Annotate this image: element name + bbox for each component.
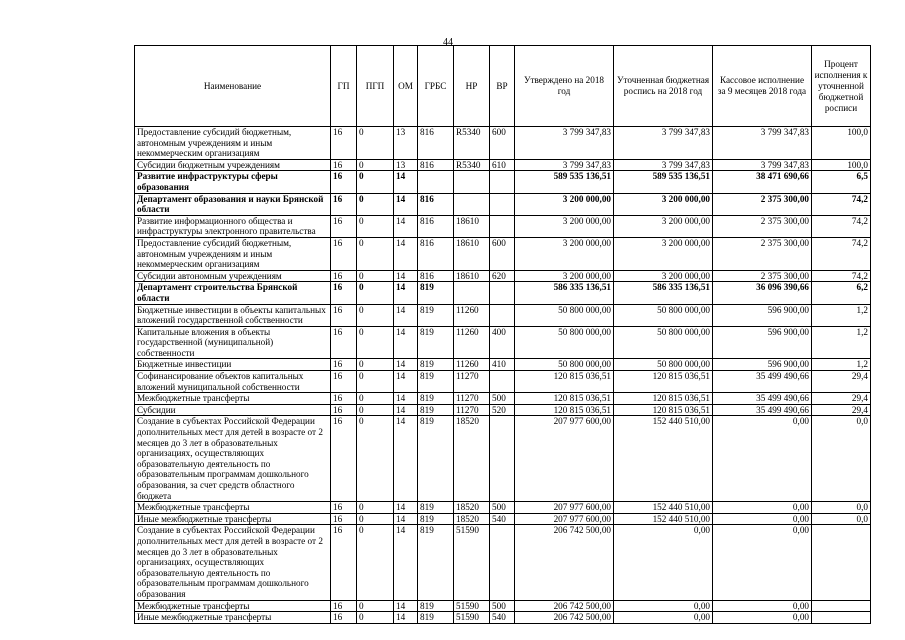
cell-grbs <box>418 171 454 193</box>
cell-np: 18520 <box>454 502 490 514</box>
cell-ppgp: 0 <box>357 127 394 160</box>
cell-refined: 0,00 <box>614 525 713 600</box>
cell-cash: 596 900,00 <box>713 326 812 359</box>
cell-refined: 3 799 347,83 <box>614 159 713 171</box>
cell-grbs: 816 <box>418 127 454 160</box>
cell-ppgp: 0 <box>357 371 394 393</box>
cell-approved: 50 800 000,00 <box>515 304 614 326</box>
header-np: НР <box>454 46 490 127</box>
table-row <box>135 612 871 624</box>
table-row <box>135 237 871 270</box>
cell-vr: 610 <box>490 159 515 171</box>
cell-approved: 3 200 000,00 <box>515 237 614 270</box>
header-approved: Утверждено на 2018 год <box>515 46 614 127</box>
cell-om: 14 <box>394 359 418 371</box>
cell-grbs: 816 <box>418 215 454 237</box>
cell-gp: 16 <box>331 612 357 624</box>
cell-vr <box>490 371 515 393</box>
cell-name: Департамент строительства Брянской области <box>135 282 331 304</box>
cell-gp: 16 <box>331 525 357 600</box>
cell-refined: 0,00 <box>614 600 713 612</box>
cell-vr: 540 <box>490 612 515 624</box>
table-row <box>135 371 871 393</box>
table-row <box>135 326 871 359</box>
header-cash: Кассовое исполнение за 9 месяцев 2018 года <box>713 46 812 127</box>
cell-approved: 50 800 000,00 <box>515 359 614 371</box>
cell-cash: 38 471 690,66 <box>713 171 812 193</box>
table-row <box>135 171 871 193</box>
cell-refined: 50 800 000,00 <box>614 326 713 359</box>
cell-np: 11270 <box>454 393 490 405</box>
cell-vr: 520 <box>490 404 515 416</box>
header-ppgp: ПГП <box>357 46 394 127</box>
cell-grbs: 819 <box>418 502 454 514</box>
cell-name: Бюджетные инвестиции <box>135 359 331 371</box>
table-row <box>135 502 871 514</box>
cell-np: 11260 <box>454 359 490 371</box>
page-number: 44 <box>443 37 453 48</box>
cell-approved: 120 815 036,51 <box>515 371 614 393</box>
cell-grbs: 819 <box>418 282 454 304</box>
cell-gp: 16 <box>331 171 357 193</box>
cell-name: Межбюджетные трансферты <box>135 600 331 612</box>
cell-om: 14 <box>394 513 418 525</box>
cell-ppgp: 0 <box>357 416 394 502</box>
cell-name: Бюджетные инвестиции в объекты капитальных вложений государственной собственности <box>135 304 331 326</box>
header-gp: ГП <box>331 46 357 127</box>
cell-percent: 6,5 <box>812 171 871 193</box>
cell-cash: 2 375 300,00 <box>713 215 812 237</box>
cell-refined: 152 440 510,00 <box>614 416 713 502</box>
cell-percent: 29,4 <box>812 393 871 405</box>
cell-vr: 400 <box>490 326 515 359</box>
cell-refined: 152 440 510,00 <box>614 513 713 525</box>
cell-grbs: 819 <box>418 600 454 612</box>
cell-grbs: 816 <box>418 270 454 282</box>
cell-om: 14 <box>394 393 418 405</box>
cell-approved: 3 200 000,00 <box>515 215 614 237</box>
cell-approved: 3 799 347,83 <box>515 127 614 160</box>
cell-gp: 16 <box>331 600 357 612</box>
cell-ppgp: 0 <box>357 304 394 326</box>
cell-name: Развитие информационного общества и инфраструктуры электронного правительства <box>135 215 331 237</box>
cell-vr: 600 <box>490 237 515 270</box>
cell-approved: 586 335 136,51 <box>515 282 614 304</box>
cell-refined: 50 800 000,00 <box>614 304 713 326</box>
cell-approved: 589 535 136,51 <box>515 171 614 193</box>
header-om: ОМ <box>394 46 418 127</box>
table-row <box>135 393 871 405</box>
cell-cash: 2 375 300,00 <box>713 237 812 270</box>
cell-approved: 3 200 000,00 <box>515 193 614 215</box>
cell-grbs: 816 <box>418 237 454 270</box>
cell-gp: 16 <box>331 416 357 502</box>
cell-gp: 16 <box>331 270 357 282</box>
cell-percent <box>812 600 871 612</box>
cell-cash: 2 375 300,00 <box>713 270 812 282</box>
cell-vr <box>490 416 515 502</box>
cell-vr <box>490 282 515 304</box>
cell-gp: 16 <box>331 282 357 304</box>
cell-percent <box>812 525 871 600</box>
cell-om: 14 <box>394 270 418 282</box>
cell-ppgp: 0 <box>357 270 394 282</box>
cell-cash: 36 096 390,66 <box>713 282 812 304</box>
cell-np: 11270 <box>454 371 490 393</box>
cell-grbs: 819 <box>418 304 454 326</box>
table-row <box>135 404 871 416</box>
cell-gp: 16 <box>331 393 357 405</box>
cell-np: 18520 <box>454 513 490 525</box>
cell-gp: 16 <box>331 127 357 160</box>
cell-gp: 16 <box>331 502 357 514</box>
table-row <box>135 127 871 160</box>
cell-np: 51590 <box>454 600 490 612</box>
cell-cash: 2 375 300,00 <box>713 193 812 215</box>
header-refined: Уточненная бюджетная роспись на 2018 год <box>614 46 713 127</box>
cell-name: Межбюджетные трансферты <box>135 393 331 405</box>
cell-om: 14 <box>394 404 418 416</box>
cell-percent: 6,2 <box>812 282 871 304</box>
cell-om: 14 <box>394 215 418 237</box>
cell-cash: 35 499 490,66 <box>713 404 812 416</box>
cell-name: Капитальные вложения в объекты государственной (муниципальной) собственности <box>135 326 331 359</box>
cell-name: Межбюджетные трансферты <box>135 502 331 514</box>
cell-grbs: 819 <box>418 404 454 416</box>
cell-refined: 120 815 036,51 <box>614 404 713 416</box>
header-name: Наименование <box>135 46 331 127</box>
cell-gp: 16 <box>331 359 357 371</box>
cell-refined: 120 815 036,51 <box>614 371 713 393</box>
cell-name: Субсидии бюджетным учреждениям <box>135 159 331 171</box>
cell-gp: 16 <box>331 404 357 416</box>
cell-approved: 207 977 600,00 <box>515 513 614 525</box>
cell-ppgp: 0 <box>357 282 394 304</box>
cell-cash: 0,00 <box>713 513 812 525</box>
cell-percent: 29,4 <box>812 404 871 416</box>
cell-np: 18610 <box>454 270 490 282</box>
cell-refined: 0,00 <box>614 612 713 624</box>
cell-percent: 0,0 <box>812 416 871 502</box>
cell-vr: 500 <box>490 600 515 612</box>
cell-cash: 3 799 347,83 <box>713 127 812 160</box>
cell-approved: 207 977 600,00 <box>515 502 614 514</box>
cell-om: 14 <box>394 237 418 270</box>
table-row <box>135 359 871 371</box>
cell-grbs: 816 <box>418 159 454 171</box>
cell-approved: 120 815 036,51 <box>515 393 614 405</box>
cell-approved: 207 977 600,00 <box>515 416 614 502</box>
table-body <box>135 127 871 624</box>
cell-name: Иные межбюджетные трансферты <box>135 612 331 624</box>
cell-approved: 206 742 500,00 <box>515 600 614 612</box>
cell-refined: 586 335 136,51 <box>614 282 713 304</box>
cell-name: Субсидии <box>135 404 331 416</box>
cell-name: Департамент образования и науки Брянской области <box>135 193 331 215</box>
cell-ppgp: 0 <box>357 215 394 237</box>
cell-percent: 74,2 <box>812 193 871 215</box>
cell-percent: 0,0 <box>812 502 871 514</box>
cell-np: 51590 <box>454 525 490 600</box>
cell-gp: 16 <box>331 215 357 237</box>
cell-refined: 50 800 000,00 <box>614 359 713 371</box>
cell-np <box>454 171 490 193</box>
table-row <box>135 513 871 525</box>
cell-name: Иные межбюджетные трансферты <box>135 513 331 525</box>
cell-approved: 206 742 500,00 <box>515 612 614 624</box>
cell-ppgp: 0 <box>357 159 394 171</box>
cell-ppgp: 0 <box>357 359 394 371</box>
cell-np: 11260 <box>454 304 490 326</box>
cell-om: 14 <box>394 600 418 612</box>
table-row <box>135 304 871 326</box>
cell-percent: 74,2 <box>812 270 871 282</box>
cell-refined: 3 200 000,00 <box>614 237 713 270</box>
cell-vr <box>490 193 515 215</box>
cell-cash: 0,00 <box>713 502 812 514</box>
table-row <box>135 159 871 171</box>
cell-cash: 596 900,00 <box>713 304 812 326</box>
cell-om: 14 <box>394 282 418 304</box>
cell-ppgp: 0 <box>357 193 394 215</box>
cell-gp: 16 <box>331 159 357 171</box>
cell-name: Создание в субъектах Российской Федерации дополнительных мест для детей в возрасте от 2 месяцев до 3 лет в образовательных организациях, осуществляющих образовательную деятельность по образовательным программам дошкольного образования, за счет средств областного бюджета <box>135 416 331 502</box>
cell-np: 11270 <box>454 404 490 416</box>
cell-om: 13 <box>394 159 418 171</box>
cell-ppgp: 0 <box>357 326 394 359</box>
cell-name: Развитие инфраструктуры сферы образования <box>135 171 331 193</box>
cell-np <box>454 282 490 304</box>
cell-ppgp: 0 <box>357 525 394 600</box>
cell-np <box>454 193 490 215</box>
cell-cash: 35 499 490,66 <box>713 393 812 405</box>
cell-ppgp: 0 <box>357 393 394 405</box>
header-percent: Процент исполнения к уточненной бюджетной росписи <box>812 46 871 127</box>
cell-ppgp: 0 <box>357 513 394 525</box>
cell-percent: 100,0 <box>812 127 871 160</box>
table-row <box>135 193 871 215</box>
cell-refined: 120 815 036,51 <box>614 393 713 405</box>
cell-vr <box>490 304 515 326</box>
table-row <box>135 600 871 612</box>
cell-gp: 16 <box>331 193 357 215</box>
cell-om: 14 <box>394 304 418 326</box>
cell-om: 14 <box>394 525 418 600</box>
cell-grbs: 819 <box>418 416 454 502</box>
cell-om: 13 <box>394 127 418 160</box>
cell-percent: 100,0 <box>812 159 871 171</box>
cell-vr: 600 <box>490 127 515 160</box>
cell-grbs: 816 <box>418 193 454 215</box>
cell-np: R5340 <box>454 159 490 171</box>
cell-name: Создание в субъектах Российской Федерации дополнительных мест для детей в возрасте от 2 месяцев до 3 лет в образовательных организациях, осуществляющих образовательную деятельность по образовательным программам дошкольного образования <box>135 525 331 600</box>
cell-ppgp: 0 <box>357 171 394 193</box>
cell-np: 18610 <box>454 215 490 237</box>
cell-om: 14 <box>394 171 418 193</box>
cell-name: Софинансирование объектов капитальных вложений муниципальной собственности <box>135 371 331 393</box>
table-row <box>135 416 871 502</box>
cell-refined: 589 535 136,51 <box>614 171 713 193</box>
table-row <box>135 282 871 304</box>
cell-vr <box>490 171 515 193</box>
cell-om: 14 <box>394 371 418 393</box>
cell-grbs: 819 <box>418 513 454 525</box>
cell-name: Субсидии автономным учреждениям <box>135 270 331 282</box>
cell-approved: 3 799 347,83 <box>515 159 614 171</box>
cell-grbs: 819 <box>418 326 454 359</box>
cell-approved: 50 800 000,00 <box>515 326 614 359</box>
cell-percent: 0,0 <box>812 513 871 525</box>
cell-grbs: 819 <box>418 525 454 600</box>
table-row <box>135 525 871 600</box>
cell-refined: 3 200 000,00 <box>614 193 713 215</box>
cell-refined: 3 200 000,00 <box>614 215 713 237</box>
header-vr: ВР <box>490 46 515 127</box>
table-row <box>135 215 871 237</box>
cell-cash: 35 499 490,66 <box>713 371 812 393</box>
cell-percent: 74,2 <box>812 237 871 270</box>
cell-refined: 152 440 510,00 <box>614 502 713 514</box>
cell-cash: 596 900,00 <box>713 359 812 371</box>
cell-ppgp: 0 <box>357 237 394 270</box>
budget-table <box>134 45 871 624</box>
table-header-row <box>135 46 871 127</box>
cell-np: R5340 <box>454 127 490 160</box>
cell-om: 14 <box>394 502 418 514</box>
cell-vr <box>490 525 515 600</box>
cell-ppgp: 0 <box>357 612 394 624</box>
cell-percent: 1,2 <box>812 326 871 359</box>
cell-cash: 0,00 <box>713 600 812 612</box>
cell-vr <box>490 215 515 237</box>
table-row <box>135 270 871 282</box>
cell-percent: 29,4 <box>812 371 871 393</box>
cell-np: 18520 <box>454 416 490 502</box>
cell-gp: 16 <box>331 237 357 270</box>
cell-vr: 540 <box>490 513 515 525</box>
cell-percent: 1,2 <box>812 304 871 326</box>
cell-gp: 16 <box>331 304 357 326</box>
cell-np: 11260 <box>454 326 490 359</box>
cell-gp: 16 <box>331 513 357 525</box>
cell-cash: 3 799 347,83 <box>713 159 812 171</box>
header-grbs: ГРБС <box>418 46 454 127</box>
cell-percent <box>812 612 871 624</box>
cell-vr: 620 <box>490 270 515 282</box>
cell-grbs: 819 <box>418 371 454 393</box>
cell-vr: 500 <box>490 502 515 514</box>
cell-approved: 206 742 500,00 <box>515 525 614 600</box>
cell-om: 14 <box>394 416 418 502</box>
cell-grbs: 819 <box>418 359 454 371</box>
cell-cash: 0,00 <box>713 525 812 600</box>
cell-ppgp: 0 <box>357 502 394 514</box>
cell-approved: 120 815 036,51 <box>515 404 614 416</box>
cell-vr: 410 <box>490 359 515 371</box>
cell-np: 18610 <box>454 237 490 270</box>
cell-om: 14 <box>394 193 418 215</box>
cell-grbs: 819 <box>418 393 454 405</box>
cell-refined: 3 799 347,83 <box>614 127 713 160</box>
cell-vr: 500 <box>490 393 515 405</box>
cell-percent: 74,2 <box>812 215 871 237</box>
cell-om: 14 <box>394 326 418 359</box>
cell-refined: 3 200 000,00 <box>614 270 713 282</box>
cell-grbs: 819 <box>418 612 454 624</box>
cell-percent: 1,2 <box>812 359 871 371</box>
cell-approved: 3 200 000,00 <box>515 270 614 282</box>
cell-cash: 0,00 <box>713 416 812 502</box>
cell-ppgp: 0 <box>357 600 394 612</box>
cell-gp: 16 <box>331 326 357 359</box>
cell-name: Предоставление субсидий бюджетным, автономным учреждениям и иным некоммерческим организациям <box>135 237 331 270</box>
cell-gp: 16 <box>331 371 357 393</box>
cell-np: 51590 <box>454 612 490 624</box>
cell-om: 14 <box>394 612 418 624</box>
cell-name: Предоставление субсидий бюджетным, автономным учреждениям и иным некоммерческим организациям <box>135 127 331 160</box>
cell-cash: 0,00 <box>713 612 812 624</box>
cell-ppgp: 0 <box>357 404 394 416</box>
